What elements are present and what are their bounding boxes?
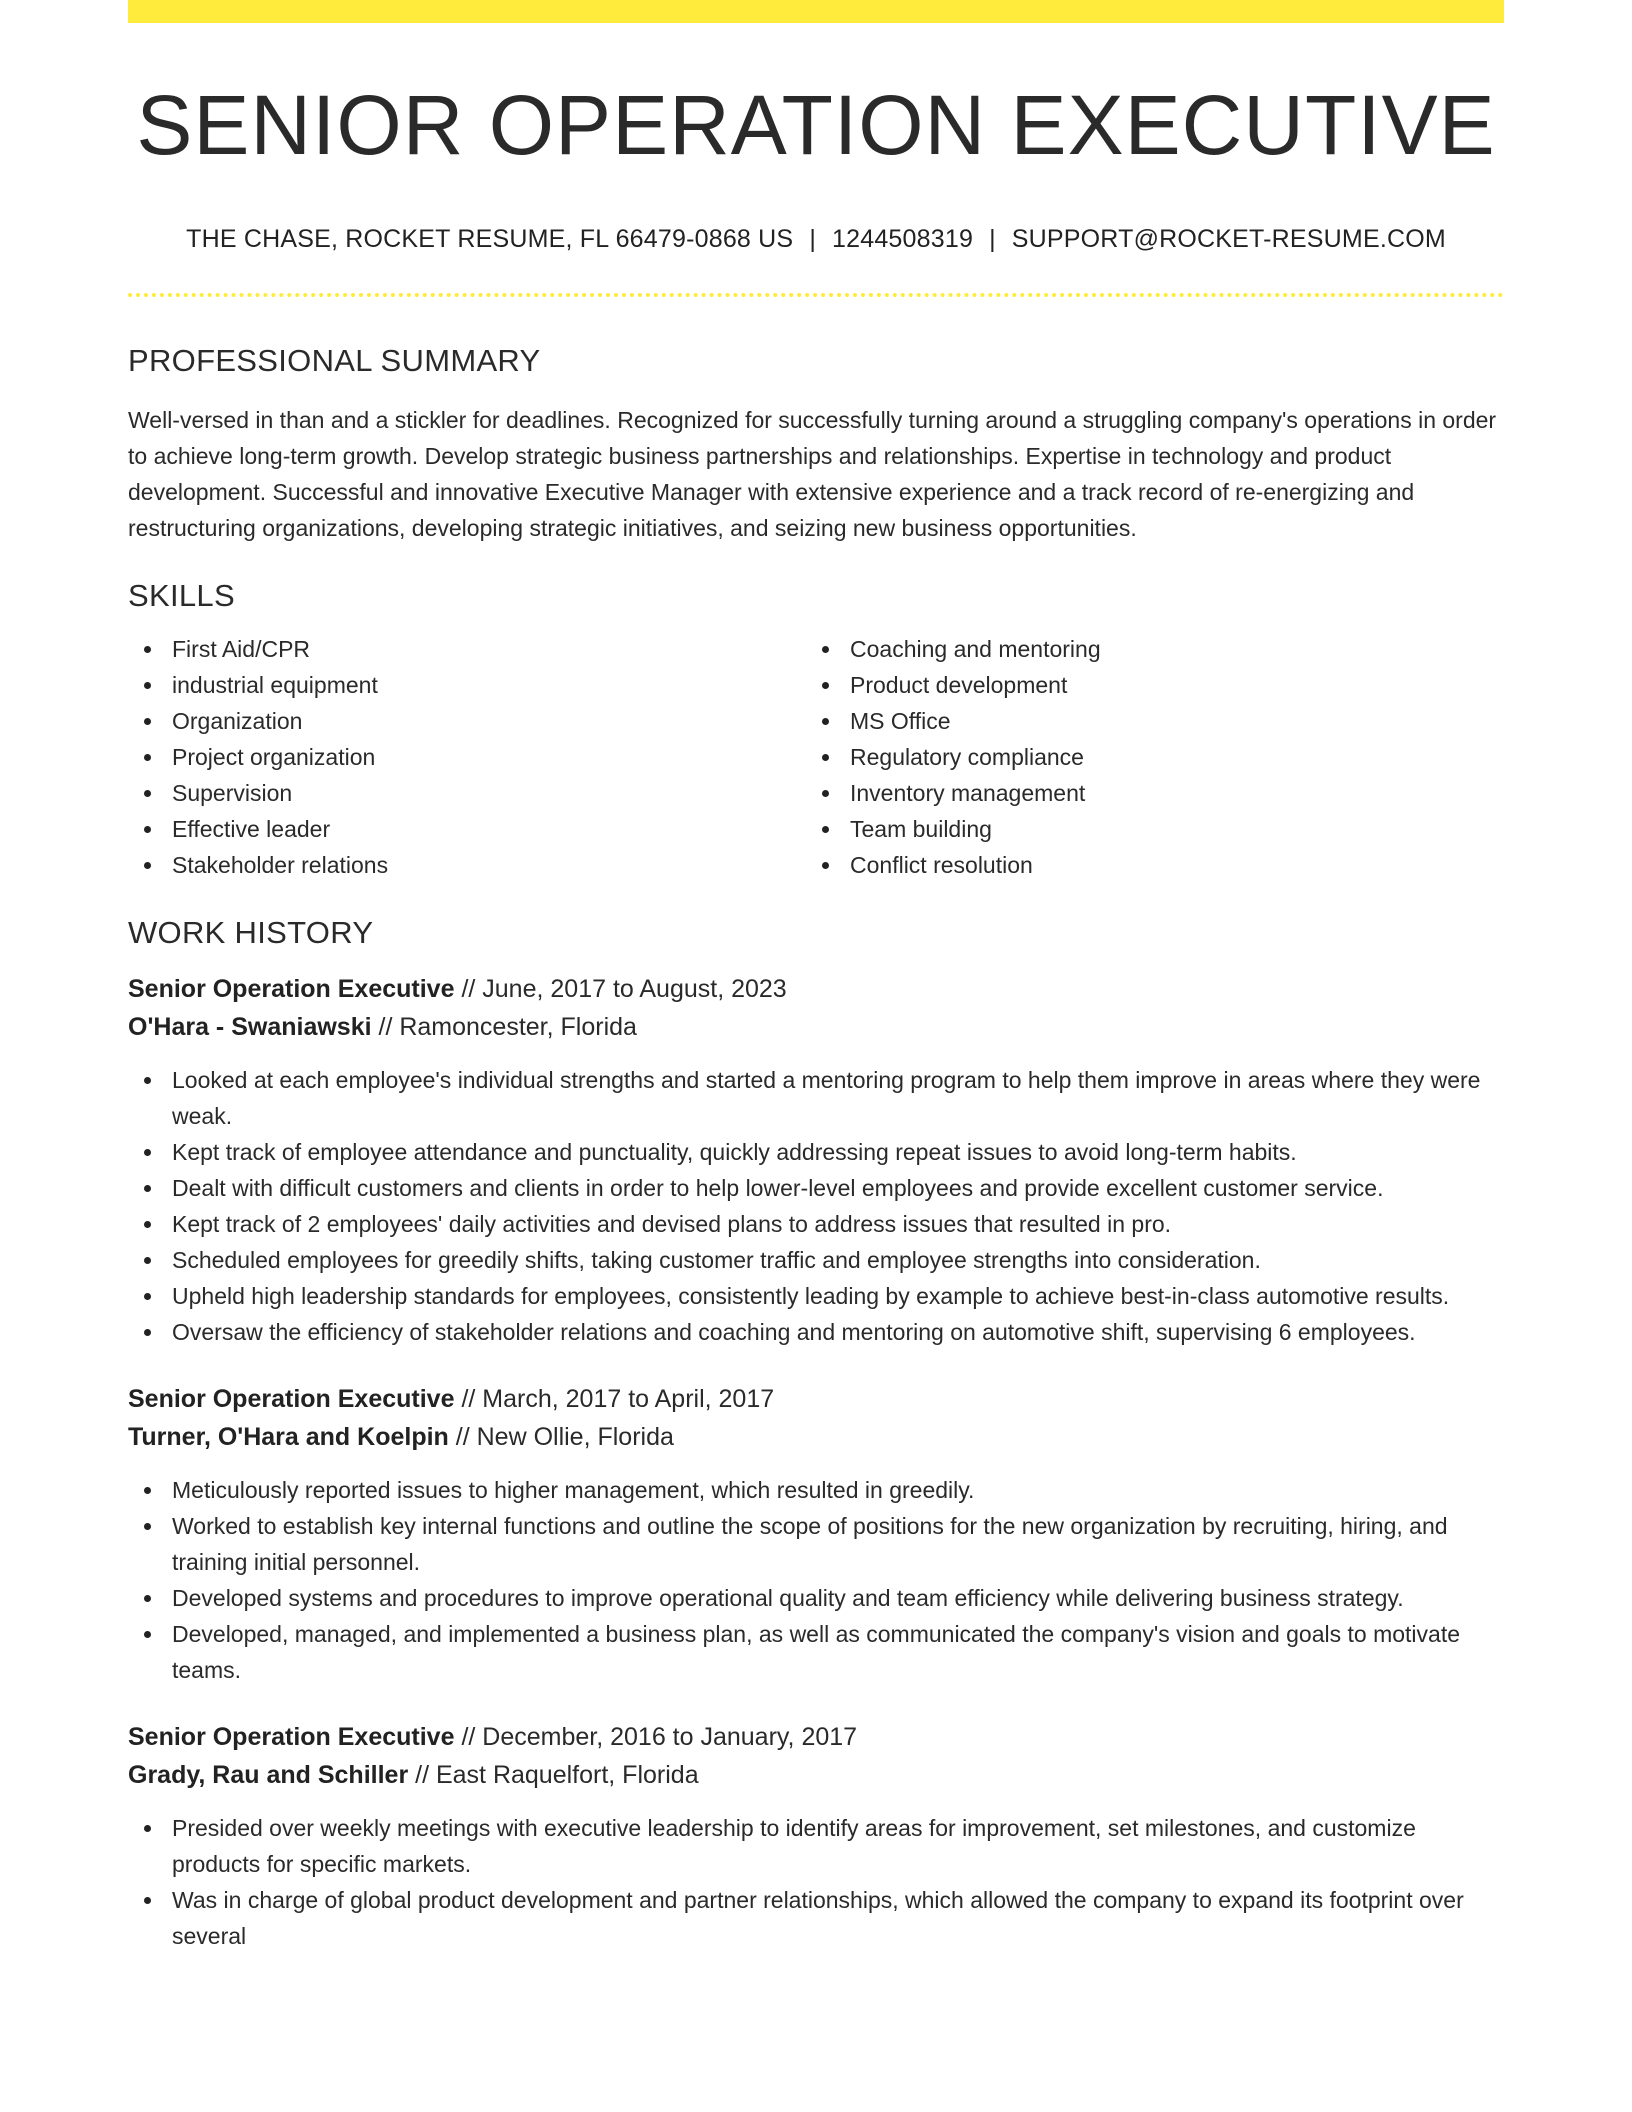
resume-page xyxy=(128,0,1504,1954)
job-location: // Ramoncester, Florida xyxy=(371,1013,637,1041)
job-company-line xyxy=(128,1418,1504,1456)
skill-item: MS Office xyxy=(806,703,1484,739)
job-dates: // March, 2017 to April, 2017 xyxy=(454,1385,775,1413)
job-bullet: Upheld high leadership standards for employees, consistently leading by example to achieve best-in-class automotive results. xyxy=(128,1278,1504,1314)
job-role-line xyxy=(128,970,1504,1008)
contact-phone: 1244508319 xyxy=(832,225,974,253)
contact-separator: | xyxy=(989,225,996,253)
work-history-heading: WORK HISTORY xyxy=(128,915,374,950)
job-location: // East Raquelfort, Florida xyxy=(408,1761,699,1789)
job-bullets xyxy=(128,1810,1504,1954)
job-entry xyxy=(128,1718,1504,1954)
skill-item: industrial equipment xyxy=(128,667,806,703)
job-company: O'Hara - Swaniawski xyxy=(128,1013,372,1041)
skill-item: Organization xyxy=(128,703,806,739)
skill-item: First Aid/CPR xyxy=(128,631,806,667)
skill-item: Regulatory compliance xyxy=(806,739,1484,775)
skill-item: Supervision xyxy=(128,775,806,811)
skills-columns xyxy=(128,631,1504,883)
job-company-line xyxy=(128,1008,1504,1046)
header-divider xyxy=(128,293,1504,297)
job-role-line xyxy=(128,1718,1504,1756)
job-bullet: Kept track of 2 employees' daily activities and devised plans to address issues that resulted in pro. xyxy=(128,1206,1504,1242)
skill-item: Inventory management xyxy=(806,775,1484,811)
job-bullet: Dealt with difficult customers and clients in order to help lower-level employees and provide excellent customer service. xyxy=(128,1170,1504,1206)
contact-address: THE CHASE, ROCKET RESUME, FL 66479-0868 US xyxy=(186,225,794,253)
job-bullet: Meticulously reported issues to higher management, which resulted in greedily. xyxy=(128,1472,1504,1508)
contact-separator: | xyxy=(809,225,817,253)
contact-line xyxy=(128,227,1504,252)
resume-title: SENIOR OPERATION EXECUTIVE xyxy=(136,78,1496,172)
job-bullets xyxy=(128,1472,1504,1688)
job-dates: // June, 2017 to August, 2023 xyxy=(454,975,787,1003)
skill-item: Product development xyxy=(806,667,1484,703)
job-location: // New Ollie, Florida xyxy=(448,1423,674,1451)
summary-text: Well-versed in than and a stickler for deadlines. Recognized for successfully turning around a struggling company's operations in order to achieve long-term growth. Develop strategic business partnerships and relationships. Expertise in technology and product development. Successful and innovative Executive Manager with extensive experience and a track record of re-energizing and restructuring organizations, developing strategic initiatives, and seizing new business opportunities. xyxy=(128,407,1497,541)
job-entry xyxy=(128,1380,1504,1688)
skill-item: Stakeholder relations xyxy=(128,847,806,883)
job-bullet: Oversaw the efficiency of stakeholder relations and coaching and mentoring on automotive shift, supervising 6 employees. xyxy=(128,1314,1504,1350)
skill-item: Effective leader xyxy=(128,811,806,847)
skill-item: Coaching and mentoring xyxy=(806,631,1484,667)
contact-email: SUPPORT@ROCKET-RESUME.COM xyxy=(1011,225,1446,253)
job-bullet: Kept track of employee attendance and punctuality, quickly addressing repeat issues to avoid long-term habits. xyxy=(128,1134,1504,1170)
accent-bar xyxy=(128,0,1504,23)
job-bullet: Looked at each employee's individual strengths and started a mentoring program to help them improve in areas where they were weak. xyxy=(128,1062,1504,1134)
job-role: Senior Operation Executive xyxy=(128,1723,455,1751)
job-bullet: Scheduled employees for greedily shifts, taking customer traffic and employee strengths into consideration. xyxy=(128,1242,1504,1278)
job-bullets xyxy=(128,1062,1504,1350)
skill-item: Conflict resolution xyxy=(806,847,1484,883)
job-bullet: Was in charge of global product development and partner relationships, which allowed the company to expand its footprint over several xyxy=(128,1882,1504,1954)
skills-heading: SKILLS xyxy=(128,578,235,613)
skill-item: Team building xyxy=(806,811,1484,847)
job-bullet: Worked to establish key internal functions and outline the scope of positions for the new organization by recruiting, hiring, and training initial personnel. xyxy=(128,1508,1504,1580)
job-company: Turner, O'Hara and Koelpin xyxy=(128,1423,449,1451)
job-bullet: Developed, managed, and implemented a business plan, as well as communicated the company's vision and goals to motivate teams. xyxy=(128,1616,1504,1688)
job-company: Grady, Rau and Schiller xyxy=(128,1761,409,1789)
job-entry xyxy=(128,970,1504,1350)
summary-heading: PROFESSIONAL SUMMARY xyxy=(128,343,541,378)
job-role: Senior Operation Executive xyxy=(128,1385,455,1413)
job-dates: // December, 2016 to January, 2017 xyxy=(454,1723,858,1751)
skill-item: Project organization xyxy=(128,739,806,775)
skills-right-list xyxy=(806,631,1484,883)
job-role-line xyxy=(128,1380,1504,1418)
job-company-line xyxy=(128,1756,1504,1794)
job-bullet: Presided over weekly meetings with executive leadership to identify areas for improvement, set milestones, and customize products for specific markets. xyxy=(128,1810,1504,1882)
job-bullet: Developed systems and procedures to improve operational quality and team efficiency while delivering business strategy. xyxy=(128,1580,1504,1616)
skills-left-list xyxy=(128,631,806,883)
job-role: Senior Operation Executive xyxy=(128,975,455,1003)
